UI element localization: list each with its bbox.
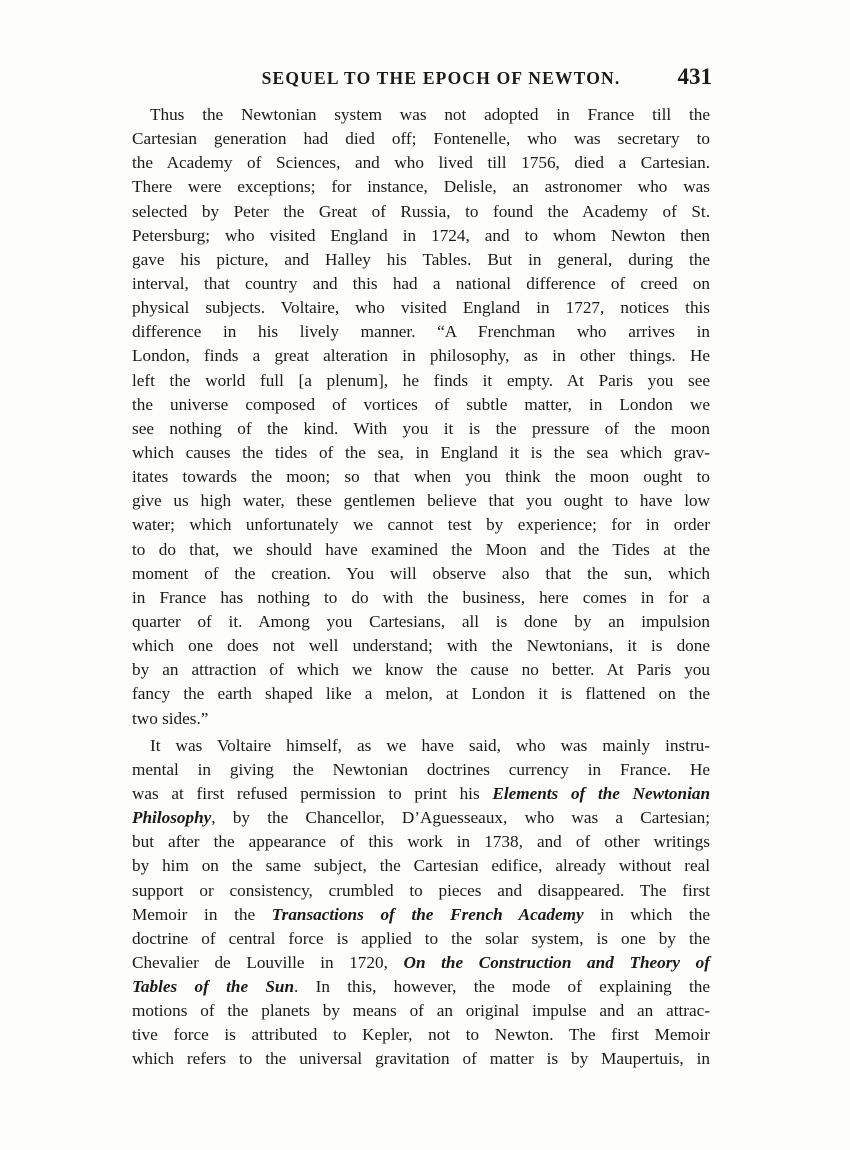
text-line: which causes the tides of the sea, in England it is the sea which grav- bbox=[132, 442, 710, 462]
page-number: 431 bbox=[677, 64, 712, 89]
text-line: interval, that country and this had a national difference of creed on bbox=[132, 273, 710, 293]
text-line: moment of the creation. You will observe also that the sun, which bbox=[132, 563, 710, 583]
text-line: in France has nothing to do with the business, here comes in for a bbox=[132, 587, 710, 607]
journal-title: Transactions of the French Academy bbox=[271, 904, 584, 924]
text-line: left the world full [a plenum], he finds it empty. At Paris you see bbox=[132, 370, 710, 390]
text-run: was at first refused permission to print his bbox=[132, 783, 493, 803]
text-line: see nothing of the kind. With you it is the pressure of the moon bbox=[132, 418, 710, 438]
memoir-title: On the Construction and Theory of bbox=[403, 952, 710, 972]
text-line: by him on the same subject, the Cartesian edifice, already without real bbox=[132, 856, 710, 876]
text-run: in which the bbox=[583, 904, 710, 924]
text-line: There were exceptions; for instance, Delisle, an astronomer who was bbox=[132, 177, 710, 197]
text-line bbox=[132, 975, 710, 999]
text-line: London, finds a great alteration in philosophy, as in other things. He bbox=[132, 346, 710, 366]
text-line: two sides.” bbox=[132, 708, 209, 728]
text-line: fancy the earth shaped like a melon, at London it is flattened on the bbox=[132, 684, 710, 704]
text-line: selected by Peter the Great of Russia, to found the Academy of St. bbox=[132, 201, 710, 221]
text-line: the universe composed of vortices of subtle matter, in London we bbox=[132, 394, 710, 414]
text-line bbox=[132, 903, 710, 927]
text-line: difference in his lively manner. “A Frenchman who arrives in bbox=[132, 322, 710, 342]
text-line: physical subjects. Voltaire, who visited England in 1727, notices this bbox=[132, 298, 710, 318]
page-header bbox=[130, 64, 712, 96]
memoir-title-continued: Tables of the Sun bbox=[132, 977, 295, 997]
text-line: but after the appearance of this work in 1738, and of other writings bbox=[132, 832, 710, 852]
text-line: tive force is attributed to Kepler, not to Newton. The first Memoir bbox=[132, 1025, 710, 1045]
text-line: quarter of it. Among you Cartesians, all is done by an impulsion bbox=[132, 611, 710, 631]
text-run: , by the Chancellor, D’Aguesseaux, who was a Cartesian; bbox=[211, 808, 710, 828]
text-line bbox=[132, 951, 710, 975]
text-line: mental in giving the Newtonian doctrines currency in France. He bbox=[132, 759, 710, 779]
text-line: Cartesian generation had died off; Fontenelle, who was secretary to bbox=[132, 129, 710, 149]
book-title-elements: Elements of the Newtonian bbox=[492, 783, 710, 803]
text-line: give us high water, these gentlemen believe that you ought to have low bbox=[132, 491, 710, 511]
body-text bbox=[132, 103, 710, 1072]
text-line: It was Voltaire himself, as we have said, who was mainly instru- bbox=[150, 735, 710, 755]
text-line: Thus the Newtonian system was not adopted in France till the bbox=[150, 105, 710, 124]
text-line: which refers to the universal gravitation of matter is by Maupertuis, in bbox=[132, 1049, 710, 1069]
text-line: gave his picture, and Halley his Tables. But in general, during the bbox=[132, 249, 710, 269]
text-run: Chevalier de Louville in 1720, bbox=[132, 952, 404, 972]
book-title-philosophy: Philosophy bbox=[132, 808, 212, 828]
text-line: Petersburg; who visited England in 1724, and to whom Newton then bbox=[132, 225, 710, 245]
paragraph-2 bbox=[132, 734, 710, 1072]
text-line: itates towards the moon; so that when you think the moon ought to bbox=[132, 467, 710, 487]
text-line: doctrine of central force is applied to the solar system, is one by the bbox=[132, 928, 710, 948]
paragraph-1 bbox=[132, 103, 710, 731]
text-line: motions of the planets by means of an original impulse and an attrac- bbox=[132, 1001, 710, 1021]
text-line: which one does not well understand; with the Newtonians, it is done bbox=[132, 636, 710, 656]
text-line: by an attraction of which we know the cause no better. At Paris you bbox=[132, 660, 710, 680]
text-line bbox=[132, 782, 710, 806]
text-line bbox=[132, 806, 710, 830]
text-line: water; which unfortunately we cannot test by experience; for in order bbox=[132, 515, 710, 535]
running-head: SEQUEL TO THE EPOCH OF NEWTON. bbox=[261, 68, 621, 88]
text-line: the Academy of Sciences, and who lived till 1756, died a Cartesian. bbox=[132, 153, 710, 173]
text-run: Memoir in the bbox=[132, 904, 272, 924]
text-run: . In this, however, the mode of explaining the bbox=[294, 977, 710, 997]
text-line: to do that, we should have examined the Moon and the Tides at the bbox=[132, 539, 710, 559]
text-line: support or consistency, crumbled to pieces and disappeared. The first bbox=[132, 880, 710, 900]
